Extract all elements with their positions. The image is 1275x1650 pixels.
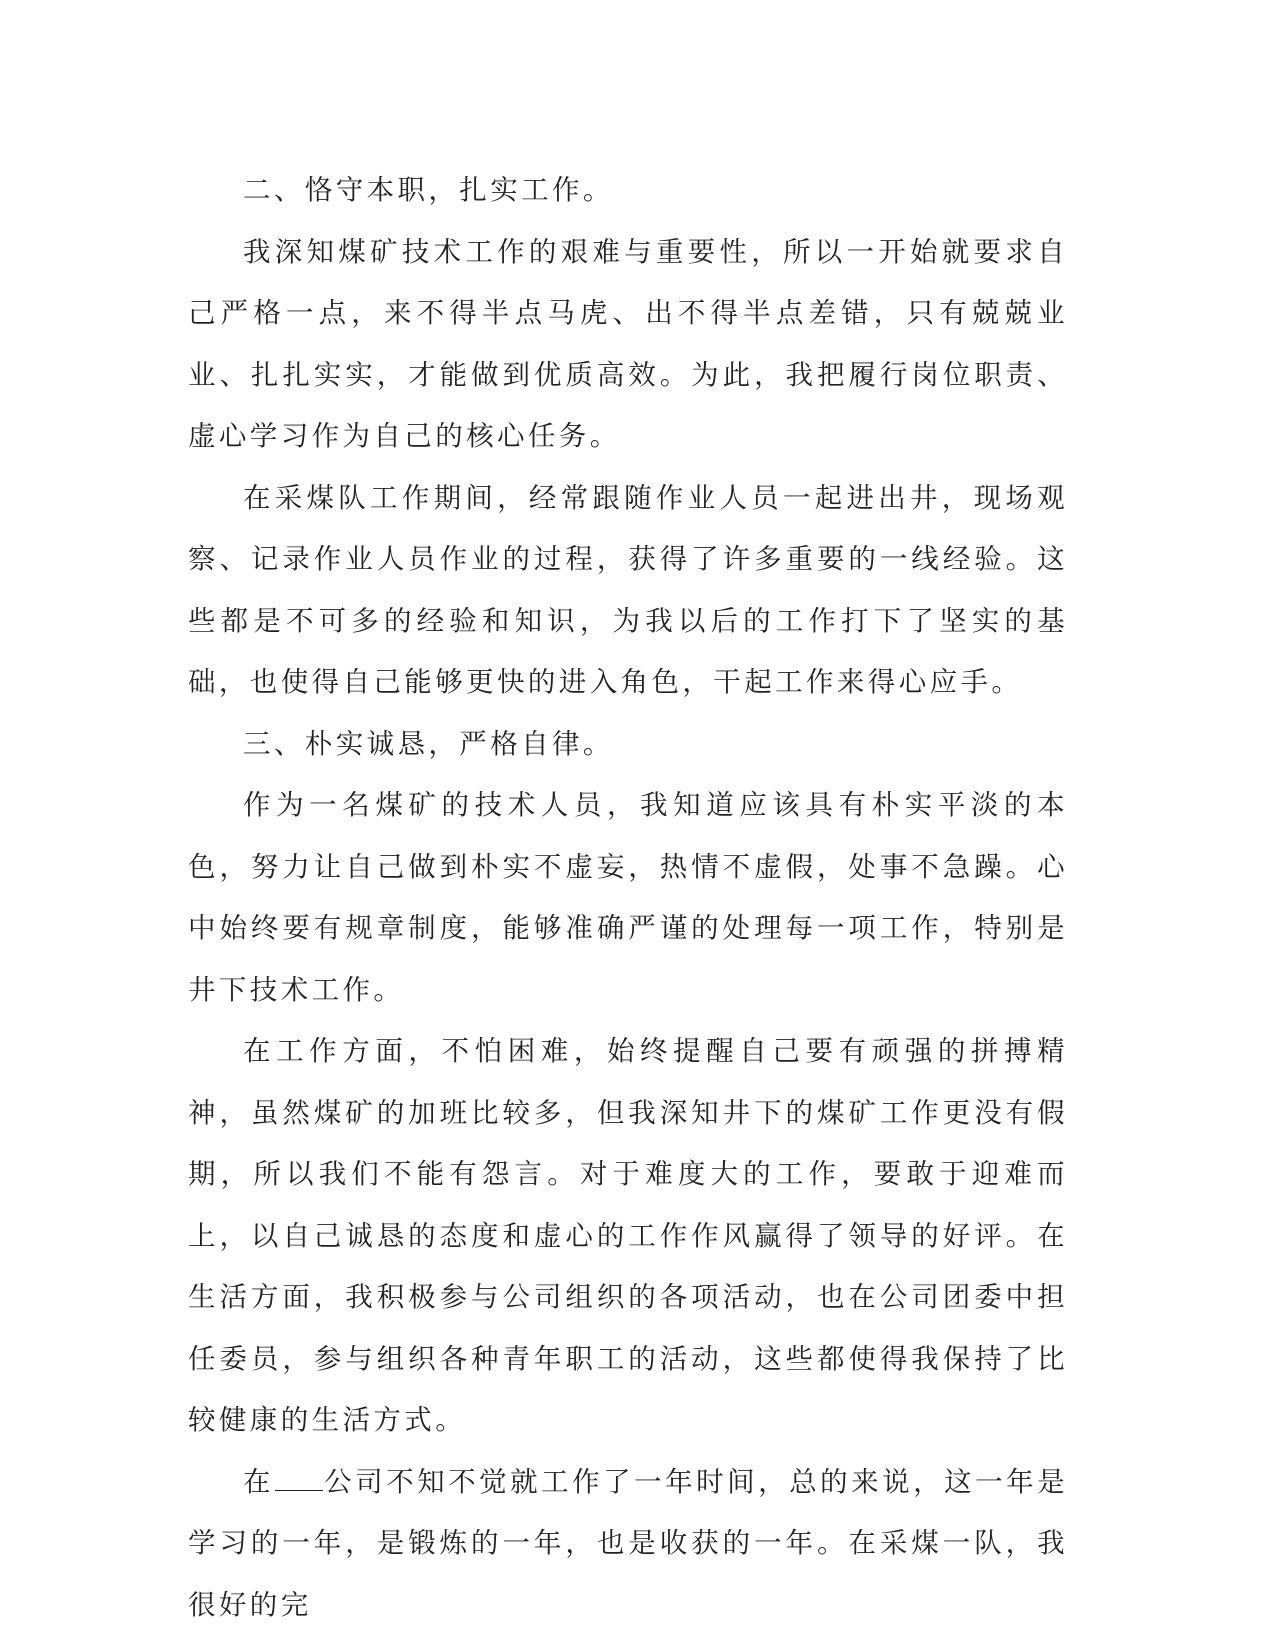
- paragraph-text-after-blank: 公司不知不觉就工作了一年时间，总的来说，这一年是学习的一年，是锻炼的一年，也是收获的一年。在采煤一队，我很好的完: [188, 1465, 1068, 1621]
- paragraph: 作为一名煤矿的技术人员，我知道应该具有朴实平淡的本色，努力让自己做到朴实不虚妄，热情不虚假，处事不急躁。心中始终要有规章制度，能够准确严谨的处理每一项工作，特别是井下技术工作。: [188, 789, 1068, 1006]
- paragraph-with-blank: [188, 1452, 1068, 1637]
- section-heading-2: 二、恪守本职，扎实工作。: [243, 174, 614, 206]
- paragraph: 我深知煤矿技术工作的艰难与重要性，所以一开始就要求自己严格一点，来不得半点马虎、出不得半点差错，只有兢兢业业、扎扎实实，才能做到优质高效。为此，我把履行岗位职责、虚心学习作为自己的核心任务。: [188, 235, 1068, 452]
- fill-in-blank: [275, 1466, 323, 1491]
- paragraph: 在采煤队工作期间，经常跟随作业人员一起进出井，现场观察、记录作业人员作业的过程，获得了许多重要的一线经验。这些都是不可多的经验和知识，为我以后的工作打下了坚实的基础，也使得自己能够更快的进入角色，干起工作来得心应手。: [188, 481, 1068, 698]
- section-heading-3: 三、朴实诚恳，严格自律。: [243, 727, 614, 760]
- paragraph-text-before-blank: 在: [243, 1465, 274, 1498]
- paragraph: 在工作方面，不怕困难，始终提醒自己要有顽强的拼搏精神，虽然煤矿的加班比较多，但我深知井下的煤矿工作更没有假期，所以我们不能有怨言。对于难度大的工作，要敢于迎难而上，以自己诚恳的态度和虚心的工作作风赢得了领导的好评。在生活方面，我积极参与公司组织的各项活动，也在公司团委中担任委员，参与组织各种青年职工的活动，这些都使得我保持了比较健康的生活方式。: [188, 1035, 1068, 1436]
- document-body: [188, 160, 1068, 1636]
